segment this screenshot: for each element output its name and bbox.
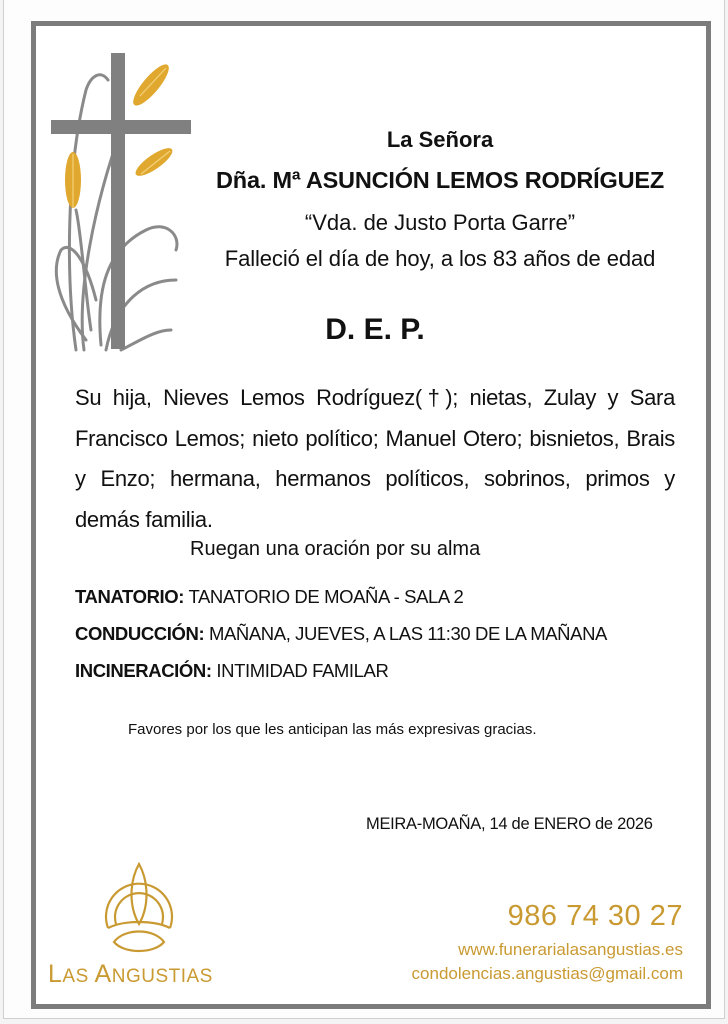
detail-value: TANATORIO DE MOAÑA - SALA 2 (188, 586, 464, 607)
detail-label: INCINERACIÓN: (75, 660, 212, 681)
dep-heading: D. E. P. (325, 313, 425, 346)
detail-label: TANATORIO: (75, 586, 185, 607)
title-line: La Señora (386, 127, 494, 152)
thanks-line: Favores por los que les anticipan las más expresivas gracias. (128, 721, 537, 738)
detail-value: INTIMIDAD FAMILAR (216, 660, 389, 681)
detail-value: MAÑANA, JUEVES, A LAS 11:30 DE LA MAÑANA (208, 623, 607, 644)
detail-incineracion (75, 660, 388, 682)
family-paragraph: Su hija, Nieves Lemos Rodríguez(†); nietas, Zulay y Sara Francisco Lemos; nieto político; Manuel Otero; bisnietos, Brais y Enzo; hermana, hermanos políticos, sobrinos, primos y demás familia. (75, 385, 675, 532)
brand-initial: L (48, 960, 63, 988)
brand-part: NGUSTIAS (111, 966, 213, 987)
website-link[interactable]: www.funerarialasangustias.es (458, 940, 683, 959)
prayer-line: Ruegan una oración por su alma (190, 538, 481, 560)
brand-name (48, 960, 213, 989)
deceased-name: Dña. Mª ASUNCIÓN LEMOS RODRÍGUEZ (216, 167, 664, 193)
brand-initial: A (94, 960, 112, 988)
place-date: MEIRA-MOAÑA, 14 de ENERO de 2026 (366, 815, 653, 833)
widow-of-line: “Vda. de Justo Porta Garre” (304, 210, 576, 235)
phone-number: 986 74 30 27 (507, 900, 683, 932)
detail-conduccion (75, 623, 607, 645)
cross-with-wheat-icon (46, 50, 196, 360)
brand-part: AS (62, 966, 95, 987)
las-angustias-logo-icon (94, 862, 184, 958)
email-link[interactable]: condolencias.angustias@gmail.com (411, 964, 683, 983)
detail-label: CONDUCCIÓN: (75, 623, 205, 644)
death-notice-line: Falleció el día de hoy, a los 83 años de edad (224, 246, 656, 271)
detail-tanatorio (75, 586, 463, 608)
